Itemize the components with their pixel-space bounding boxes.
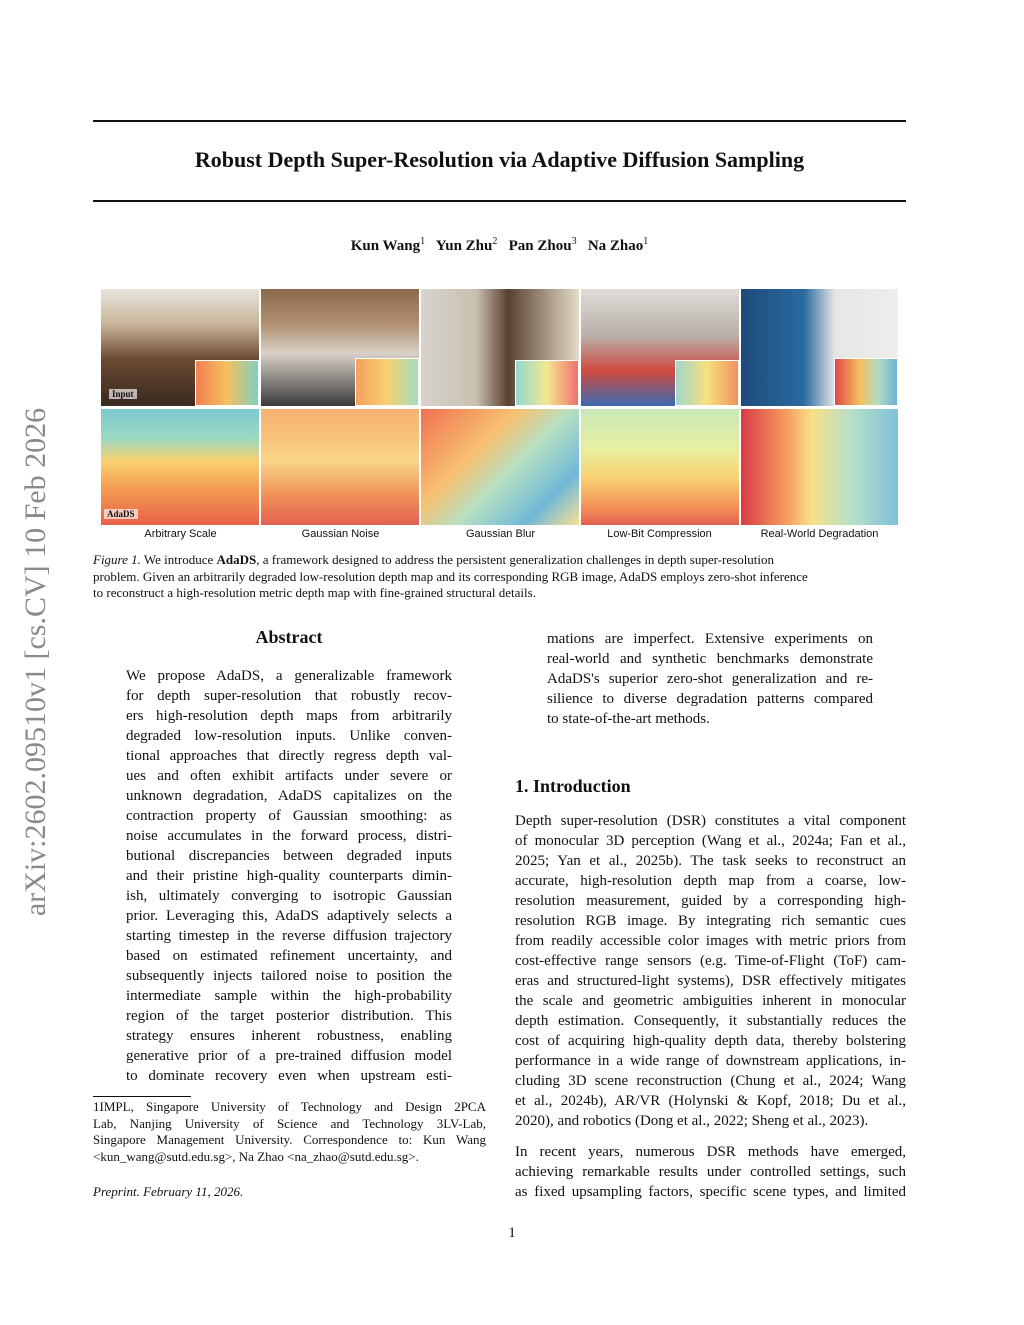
depth-output-gaussian-noise bbox=[261, 409, 419, 525]
footnote-line: <kun_wang@sutd.edu.sg>, Na Zhao <na_zhao@sutd.edu.sg>. bbox=[93, 1148, 419, 1164]
text-line: butional discrepancies between degraded inputs bbox=[126, 848, 452, 864]
depth-output-gaussian-blur bbox=[421, 409, 579, 525]
text-line: 2020), and robotics (Dong et al., 2022; Sheng et al., 2023). bbox=[515, 1113, 869, 1129]
footnote-line: 1IMPL, Singapore University of Technology and Design 2PCA bbox=[93, 1099, 486, 1114]
text-line: eras and structured-light systems), DSR effectively mitigates bbox=[515, 973, 906, 989]
figure-column-label: Real-World Degradation bbox=[760, 528, 879, 540]
figure-caption-text: to reconstruct a high-resolution metric depth map with fine-grained structural details. bbox=[93, 585, 536, 600]
text-line: generative prior of a pre-trained diffusion model bbox=[126, 1048, 452, 1064]
text-line: strategy ensures inherent robustness, enabling bbox=[126, 1028, 452, 1044]
lr-depth-inset bbox=[675, 360, 739, 406]
author-name: Yun Zhu bbox=[435, 238, 493, 254]
intro-paragraph-1 bbox=[515, 811, 906, 1131]
rgb-image-arbitrary-scale bbox=[101, 289, 259, 406]
lr-depth-inset bbox=[515, 360, 579, 406]
footnote-rule bbox=[93, 1096, 191, 1097]
arxiv-stamp bbox=[16, 372, 56, 952]
rgb-image-gaussian-noise bbox=[261, 289, 419, 406]
title-bottom-rule bbox=[93, 200, 906, 202]
text-line: 2025; Yan et al., 2025b). The task seeks to reconstruct an bbox=[515, 853, 906, 869]
arxiv-id: arXiv:2602.09510v1 [cs.CV] 10 Feb 2026 bbox=[19, 407, 52, 917]
text-line: cluding 3D scene reconstruction (Chung et al., 2024; Wang bbox=[515, 1073, 906, 1089]
author-name: Kun Wang bbox=[350, 238, 421, 254]
depth-output-arbitrary-scale bbox=[101, 409, 259, 525]
text-line: intermediate sample within the high-probability bbox=[126, 988, 452, 1004]
text-line: cost of acquiring high-quality depth data, thereby bolstering bbox=[515, 1033, 906, 1049]
text-line: and their pristine high-quality counterparts dimin- bbox=[126, 868, 452, 884]
rgb-image-real-world-degradation bbox=[741, 289, 898, 406]
text-line: starting timestep in the reverse diffusion trajectory bbox=[126, 928, 452, 944]
footnote-line: Singapore Management University. Correspondence to: Kun Wang bbox=[93, 1132, 486, 1147]
text-line: depth estimation. Consequently, it substantially reduces the bbox=[515, 1013, 906, 1029]
figure-caption bbox=[93, 552, 906, 602]
figure-column-label: Gaussian Noise bbox=[301, 528, 380, 540]
text-line: real-world and synthetic benchmarks demonstrate bbox=[547, 651, 873, 667]
text-line: noise accumulates in the forward process, distri- bbox=[126, 828, 452, 844]
text-line: as fixed upsampling factors, specific scene types, and limited bbox=[515, 1184, 906, 1200]
figure-column-label: Arbitrary Scale bbox=[144, 528, 217, 540]
text-line: et al., 2024b), AR/VR (Holynski & Kopf, 2018; Du et al., bbox=[515, 1093, 906, 1109]
text-line: to state-of-the-art methods. bbox=[547, 711, 710, 727]
abstract-heading: Abstract bbox=[255, 627, 323, 647]
lr-depth-inset bbox=[834, 358, 898, 406]
text-line: from readily accessible color images with metric priors from bbox=[515, 933, 906, 949]
author-affiliation: 1 bbox=[420, 236, 426, 247]
figure-column-label: Low-Bit Compression bbox=[607, 528, 712, 540]
text-line: contraction property of Gaussian smoothing: as bbox=[126, 808, 452, 824]
text-line: the scale and geometric ambiguities inherent in monocular bbox=[515, 993, 906, 1009]
depth-output-real-world-degradation bbox=[741, 409, 898, 525]
figure-1 bbox=[101, 289, 898, 525]
row-label-output: AdaDS bbox=[104, 509, 138, 519]
text-line: ues and often exhibit artifacts under severe or bbox=[126, 768, 452, 784]
rgb-image-low-bit-compression bbox=[581, 289, 739, 406]
text-line: In recent years, numerous DSR methods have emerged, bbox=[515, 1144, 906, 1160]
text-line: prior. Leveraging this, AdaDS adaptively selects a bbox=[126, 908, 452, 924]
author-name: Pan Zhou bbox=[508, 238, 572, 254]
text-line: We propose AdaDS, a generalizable framework bbox=[126, 668, 452, 684]
depth-output-low-bit-compression bbox=[581, 409, 739, 525]
lr-depth-inset bbox=[355, 358, 419, 406]
text-line: subsequently injects tailored noise to position the bbox=[126, 968, 452, 984]
text-line: to dominate recovery even when upstream esti- bbox=[126, 1068, 452, 1084]
author-name: Na Zhao bbox=[587, 238, 644, 254]
affiliation-footnote bbox=[93, 1099, 486, 1165]
text-line: degraded low-resolution inputs. Unlike conven- bbox=[126, 728, 452, 744]
text-line: based on estimated refinement uncertainty, and bbox=[126, 948, 452, 964]
row-label-input: Input bbox=[109, 389, 137, 399]
page-number: 1 bbox=[508, 1225, 516, 1241]
paper-title: Robust Depth Super-Resolution via Adaptive Diffusion Sampling bbox=[194, 147, 805, 172]
figure-caption-text: , a framework designed to address the persistent generalization challenges in depth super-resolution bbox=[256, 552, 775, 567]
figure-column-label: Gaussian Blur bbox=[465, 528, 536, 540]
text-line: tional approaches that directly regress depth val- bbox=[126, 748, 452, 764]
intro-paragraph-2 bbox=[515, 1142, 906, 1202]
text-line: mations are imperfect. Extensive experiments on bbox=[547, 631, 873, 647]
text-line: Depth super-resolution (DSR) constitutes a vital component bbox=[515, 813, 906, 829]
figure-caption-bold: AdaDS bbox=[216, 552, 257, 567]
author-list bbox=[93, 236, 906, 255]
text-line: of monocular 3D perception (Wang et al., 2024a; Fan et al., bbox=[515, 833, 906, 849]
preprint-note: Preprint. February 11, 2026. bbox=[93, 1184, 244, 1199]
text-line: resolution RGB image. By integrating rich semantic cues bbox=[515, 913, 906, 929]
abstract-paragraph bbox=[126, 666, 452, 1086]
text-line: region of the target posterior distribution. This bbox=[126, 1008, 452, 1024]
text-line: AdaDS's superior zero-shot generalization and re- bbox=[547, 671, 873, 687]
figure-caption-label: Figure 1. bbox=[93, 552, 141, 567]
text-line: accurate, high-resolution depth map from a coarse, low- bbox=[515, 873, 906, 889]
rgb-image-gaussian-blur bbox=[421, 289, 579, 406]
author-affiliation: 1 bbox=[643, 236, 649, 247]
figure-caption-text: We introduce bbox=[140, 552, 217, 567]
text-line: ish, ultimately converging to isotropic Gaussian bbox=[126, 888, 452, 904]
abstract-paragraph-continued bbox=[547, 629, 873, 729]
text-line: performance in a wide range of downstream applications, in- bbox=[515, 1053, 906, 1069]
lr-depth-inset bbox=[195, 360, 259, 406]
text-line: for depth super-resolution that robustly recov- bbox=[126, 688, 452, 704]
text-line: ers high-resolution depth maps from arbitrarily bbox=[126, 708, 452, 724]
title-top-rule bbox=[93, 120, 906, 122]
text-line: silience to diverse degradation patterns compared bbox=[547, 691, 873, 707]
footnote-line: Lab, Nanjing University of Science and Technology 3LV-Lab, bbox=[93, 1115, 486, 1131]
author-affiliation: 2 bbox=[492, 236, 498, 247]
section-heading-introduction: 1. Introduction bbox=[515, 776, 631, 796]
text-line: resolution measurement, guided by a corresponding high- bbox=[515, 893, 906, 909]
text-line: cost-effective range sensors (e.g. Time-of-Flight (ToF) cam- bbox=[515, 953, 906, 969]
figure-caption-text: problem. Given an arbitrarily degraded low-resolution depth map and its corresponding RGB image, AdaDS employs zero-shot inference bbox=[93, 568, 808, 584]
author-affiliation: 3 bbox=[571, 236, 577, 247]
text-line: unknown degradation, AdaDS capitalizes on the bbox=[126, 788, 452, 804]
text-line: achieving remarkable results under controlled settings, such bbox=[515, 1164, 906, 1180]
